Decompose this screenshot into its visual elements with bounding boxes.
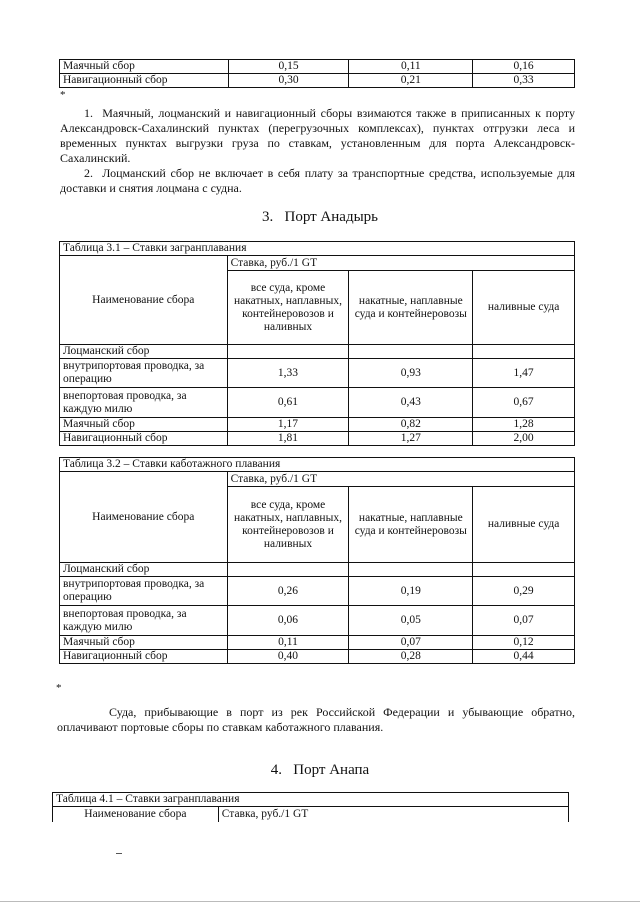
table-caption-row <box>53 793 569 807</box>
rate-value: 0,16 <box>473 60 575 74</box>
rate-value: 0,93 <box>349 359 473 388</box>
table-caption: Таблица 4.1 – Ставки загранплавания <box>53 793 569 807</box>
rate-value: 1,47 <box>473 359 575 388</box>
fee-name: Маячный сбор <box>60 60 229 74</box>
rate-value: 0,06 <box>227 606 349 636</box>
rate-value: 0,19 <box>349 577 473 606</box>
footnote-marker: * <box>60 89 66 101</box>
rate-header: Ставка, руб./1 GT <box>218 807 568 822</box>
table-row <box>60 345 575 359</box>
table-caption: Таблица 3.1 – Ставки загранплавания <box>60 242 575 256</box>
rate-header: Ставка, руб./1 GT <box>227 472 574 487</box>
rate-value: 0,40 <box>227 650 349 664</box>
rate-value: 1,28 <box>473 418 575 432</box>
rate-value: 0,07 <box>473 606 575 636</box>
table-row <box>60 418 575 432</box>
table-header-row <box>60 472 575 487</box>
rate-value: 0,67 <box>473 388 575 418</box>
rate-value: 0,07 <box>349 636 473 650</box>
group-label: Лоцманский сбор <box>60 563 228 577</box>
rate-value: 0,15 <box>228 60 349 74</box>
scan-mark <box>116 853 122 854</box>
rate-value: 0,12 <box>473 636 575 650</box>
column-header-name: Наименование сбора <box>53 807 219 822</box>
rate-header: Ставка, руб./1 GT <box>227 256 574 271</box>
fee-name: Маячный сбор <box>60 636 228 650</box>
table-caption: Таблица 3.2 – Ставки каботажного плавания <box>60 458 575 472</box>
column-header-name: Наименование сбора <box>60 256 228 345</box>
rate-value: 0,21 <box>349 74 473 88</box>
scan-edge <box>0 901 640 902</box>
rate-value: 0,05 <box>349 606 473 636</box>
column-header-tankers: наливные суда <box>473 487 575 563</box>
top-rates-table <box>59 59 575 88</box>
footnote-marker: * <box>56 682 62 694</box>
note-2: 2. Лоцманский сбор не включает в себя плату за транспортные средства, используемые для доставки и снятия лоцмана с судна. <box>60 166 575 195</box>
column-header-roro: накатные, наплавные суда и контейнеровозы <box>349 271 473 345</box>
column-header-tankers: наливные суда <box>473 271 575 345</box>
rate-value: 1,81 <box>227 432 349 446</box>
table-row <box>60 606 575 636</box>
rate-value: 1,27 <box>349 432 473 446</box>
rate-value: 0,28 <box>349 650 473 664</box>
table-row <box>60 60 575 74</box>
rate-value: 0,61 <box>227 388 349 418</box>
table-3-2 <box>59 457 575 664</box>
column-header-roro: накатные, наплавные суда и контейнеровозы <box>349 487 473 563</box>
column-header-name: Наименование сбора <box>60 472 228 563</box>
note-1: 1. Маячный, лоцманский и навигационный сборы взимаются также в приписанных к порту Александровск-Сахалинский пунктах (перегрузочных комплексах), пунктах отгрузки леса и временных пунктах выгрузки груза по ставкам, установленным для порта Александровск-Сахалинский. <box>60 106 575 165</box>
section-4-heading: 4. Порт Анапа <box>270 762 370 778</box>
fee-name: Маячный сбор <box>60 418 228 432</box>
rate-value: 1,17 <box>227 418 349 432</box>
fee-name: внутрипортовая проводка, за операцию <box>60 577 228 606</box>
rate-value: 0,11 <box>349 60 473 74</box>
table-row <box>60 432 575 446</box>
column-header-all-ships: все суда, кроме накатных, наплавных, контейнеровозов и наливных <box>227 271 349 345</box>
fee-name: внепортовая проводка, за каждую милю <box>60 606 228 636</box>
table-row <box>60 577 575 606</box>
rate-value: 2,00 <box>473 432 575 446</box>
rate-value: 0,82 <box>349 418 473 432</box>
footnote-text: Суда, прибывающие в порт из рек Российской Федерации и убывающие обратно, оплачивают портовые сборы по ставкам каботажного плавания. <box>57 705 575 734</box>
table-row <box>60 563 575 577</box>
table-caption-row <box>60 242 575 256</box>
table-row <box>60 650 575 664</box>
table-header-row <box>60 256 575 271</box>
rate-value: 0,30 <box>228 74 349 88</box>
fee-name: Навигационный сбор <box>60 74 229 88</box>
rate-value: 0,33 <box>473 74 575 88</box>
fee-name: Навигационный сбор <box>60 650 228 664</box>
fee-name: внепортовая проводка, за каждую милю <box>60 388 228 418</box>
table-4-1 <box>52 792 569 822</box>
table-3-1 <box>59 241 575 446</box>
fee-name: внутрипортовая проводка, за операцию <box>60 359 228 388</box>
column-header-all-ships: все суда, кроме накатных, наплавных, контейнеровозов и наливных <box>227 487 349 563</box>
section-3-heading: 3. Порт Анадырь <box>261 209 378 225</box>
group-label: Лоцманский сбор <box>60 345 228 359</box>
rate-value: 1,33 <box>227 359 349 388</box>
rate-value: 0,26 <box>227 577 349 606</box>
table-row <box>60 388 575 418</box>
rate-value: 0,43 <box>349 388 473 418</box>
fee-name: Навигационный сбор <box>60 432 228 446</box>
table-row <box>60 74 575 88</box>
table-row <box>60 636 575 650</box>
table-caption-row <box>60 458 575 472</box>
rate-value: 0,44 <box>473 650 575 664</box>
rate-value: 0,29 <box>473 577 575 606</box>
rate-value: 0,11 <box>227 636 349 650</box>
table-header-row <box>53 807 569 822</box>
table-row <box>60 359 575 388</box>
